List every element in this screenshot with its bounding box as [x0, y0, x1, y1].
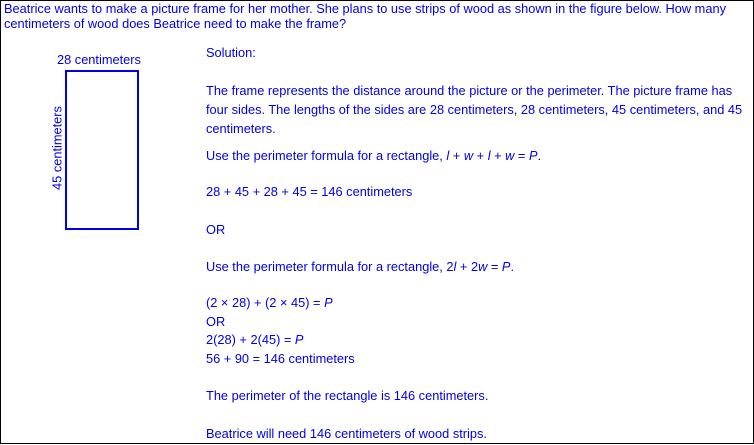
- problem-text: Beatrice wants to make a picture frame for her mother. She plans to use strips of wood as shown in the figure below. How many centimeters of wood does Beatrice need to make the frame?: [4, 1, 726, 31]
- solution-heading: Solution:: [206, 45, 256, 60]
- final-answer-text: Beatrice will need 146 centimeters of wood strips.: [206, 426, 487, 441]
- sum-one: 28 + 45 + 28 + 45 = 146 centimeters: [206, 184, 413, 199]
- step-three: 56 + 90 = 146 centimeters: [206, 351, 355, 366]
- rectangle-shape: [65, 70, 139, 230]
- top-dimension-label: 28 centimeters: [57, 52, 141, 67]
- or-separator-two: OR: [206, 314, 226, 329]
- formula-two-label: Use the perimeter formula for a rectangle, 2l + 2w = P.: [206, 259, 515, 274]
- or-separator-one: OR: [206, 222, 226, 237]
- rectangle-figure: [1, 1, 201, 445]
- solution-paragraph: The frame represents the distance around the picture or the perimeter. The picture frame has four sides. The lengths of the sides are 28 centimeters, 28 centimeters, 45 centimeters, and 45 centimeters.: [206, 83, 743, 136]
- step-two: 2(28) + 2(45) = P: [206, 332, 304, 347]
- side-dimension-label: 45 centimeters: [49, 106, 65, 190]
- conclusion-text: The perimeter of the rectangle is 146 centimeters.: [206, 388, 489, 403]
- formula-one-label: Use the perimeter formula for a rectangle, l + w + l + w = P.: [206, 148, 542, 163]
- step-one: (2 × 28) + (2 × 45) = P: [206, 295, 333, 310]
